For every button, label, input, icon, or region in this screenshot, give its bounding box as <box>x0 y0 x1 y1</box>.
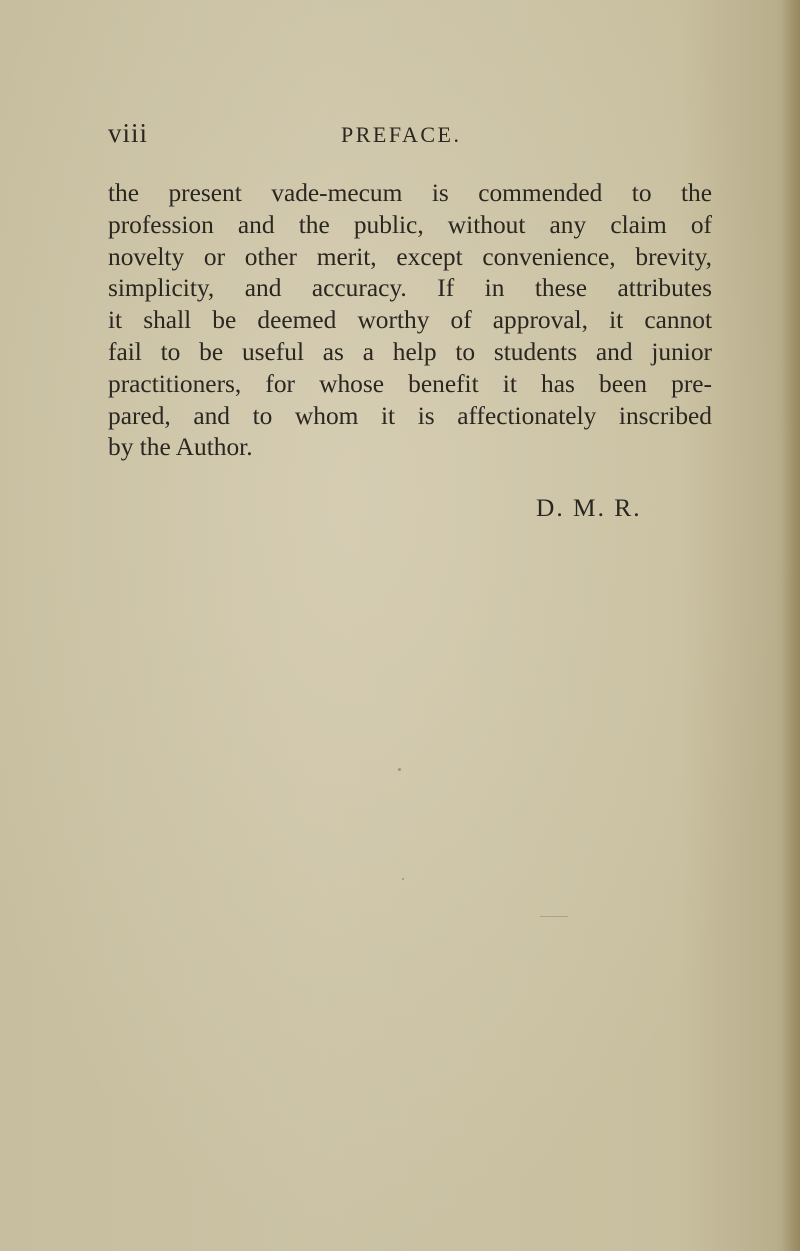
text-line: the present vade-mecum is commended to the <box>108 179 712 207</box>
text-line: pared, and to whom it is affectionately inscribed <box>108 401 712 430</box>
page-number: viii <box>108 118 149 148</box>
header-title: PREFACE. <box>341 122 462 147</box>
running-head <box>108 118 708 158</box>
text-line: simplicity, and accuracy. If in these attributes <box>108 274 712 303</box>
author-signature: D. M. R. <box>536 494 642 522</box>
text-line: novelty or other merit, except convenience, brevity, <box>108 242 712 271</box>
paper-mark <box>540 916 568 917</box>
text-line: by the Author. <box>108 433 253 462</box>
page-edge-shadow <box>782 0 800 1251</box>
text-line: it shall be deemed worthy of approval, it cannot <box>108 306 712 335</box>
text-line: fail to be useful as a help to students and junior <box>108 337 712 366</box>
paper-speck <box>398 768 401 771</box>
text-line: profession and the public, without any claim of <box>108 210 712 239</box>
text-line: practitioners, for whose benefit it has been pre- <box>108 369 712 398</box>
paper-speck <box>402 878 404 880</box>
preface-paragraph <box>108 178 712 464</box>
